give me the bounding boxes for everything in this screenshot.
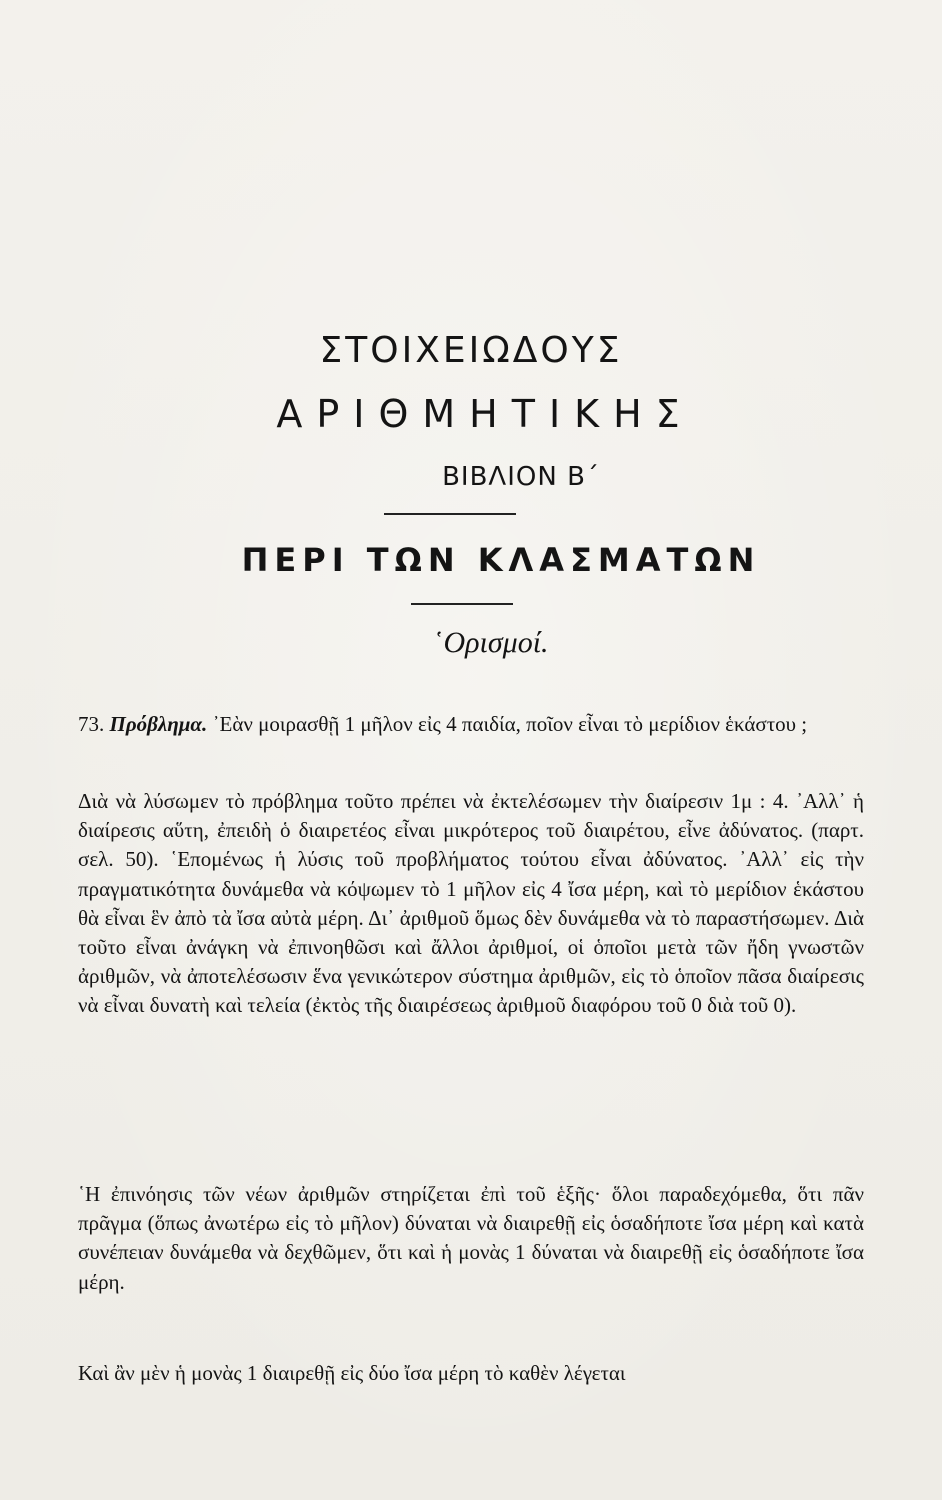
problem-label: Πρόβλημα.	[109, 712, 208, 736]
paragraph-text: Διὰ νὰ λύσωμεν τὸ πρόβλημα τοῦτο πρέπει νὰ ἐκτελέσωμεν τὴν διαίρεσιν 1μ : 4. ᾿Αλλ᾿ ἡ διαίρεσις αὕτη, ἐπειδὴ ὁ διαιρετέος εἶναι μικρότερος τοῦ διαιρέτου, εἶνε ἀδύνατος. (παρτ. σελ. 50). ῾Επομένως ἡ λύσις τοῦ προβλήματος τούτου εἶναι ἀδύνατος. ᾿Αλλ᾿ εἰς τὴν πραγματικότητα δυνάμεθα νὰ κόψωμεν τὸ 1 μῆλον εἰς 4 ἴσα μέρη, καὶ τὸ μερίδιον ἑκάστου θὰ εἶναι ἓν ἀπὸ τὰ ἴσα αὐτὰ μέρη. Δι᾿ ἀριθμοῦ ὅμως δὲν δυνάμεθα νὰ τὸ παραστήσωμεν. Διὰ τοῦτο εἶναι ἀνάγκη νὰ ἐπινοηθῶσι καὶ ἄλλοι ἀριθμοί, οἱ ὁποῖοι μετὰ τῶν ἤδη γνωστῶν ἀριθμῶν, νὰ ἀποτελέσωσιν ἕνα γενικώτερον σύστημα ἀριθμῶν, εἰς τὸ ὁποῖον πᾶσα διαίρεσις νὰ εἶναι δυνατὴ καὶ τελεία (ἐκτὸς τῆς διαιρέσεως ἀριθμοῦ διαφόρου τοῦ 0 διὰ τοῦ 0).	[78, 789, 864, 1018]
paragraph-continuation	[78, 1359, 864, 1388]
title-line-2: ΑΡΙΘΜΗΤΙΚΗΣ	[276, 392, 694, 436]
divider-rule-2	[411, 603, 513, 605]
paragraph-text: ῾Η ἐπινόησις τῶν νέων ἀριθμῶν στηρίζεται ἐπὶ τοῦ ἑξῆς· ὅλοι παραδεχόμεθα, ὅτι πᾶν πρᾶγμα (ὅπως ἀνωτέρω εἰς τὸ μῆλον) δύναται νὰ διαιρεθῇ εἰς ὁσαδήποτε ἴσα μέρη καὶ κατὰ συνέπειαν δυνάμεθα νὰ δεχθῶμεν, ὅτι καὶ ἡ μονὰς 1 δύναται νὰ διαιρεθῇ εἰς ὁσαδήποτε ἴσα μέρη.	[78, 1182, 864, 1294]
paragraph-invention	[78, 1180, 864, 1297]
paragraph-explanation	[78, 787, 864, 1021]
section-title: ῾Ορισμοί.	[433, 626, 549, 659]
paragraph-problem	[78, 710, 864, 739]
book-number: ΒΙΒΛΙΟΝ Β΄	[442, 462, 600, 492]
divider-rule	[384, 513, 516, 515]
chapter-title: ΠΕΡΙ ΤΩΝ ΚΛΑΣΜΑΤΩΝ	[241, 541, 761, 579]
problem-text: ᾿Εὰν μοιρασθῇ 1 μῆλον εἰς 4 παιδία, ποῖον εἶναι τὸ μερίδιον ἑκάστου ;	[212, 712, 808, 736]
paragraph-text: Καὶ ἂν μὲν ἡ μονὰς 1 διαιρεθῇ εἰς δύο ἴσα μέρη τὸ καθὲν λέγεται	[78, 1361, 626, 1385]
problem-number: 73.	[78, 712, 105, 736]
title-line-1: ΣΤΟΙΧΕΙΩΔΟΥΣ	[319, 330, 623, 371]
